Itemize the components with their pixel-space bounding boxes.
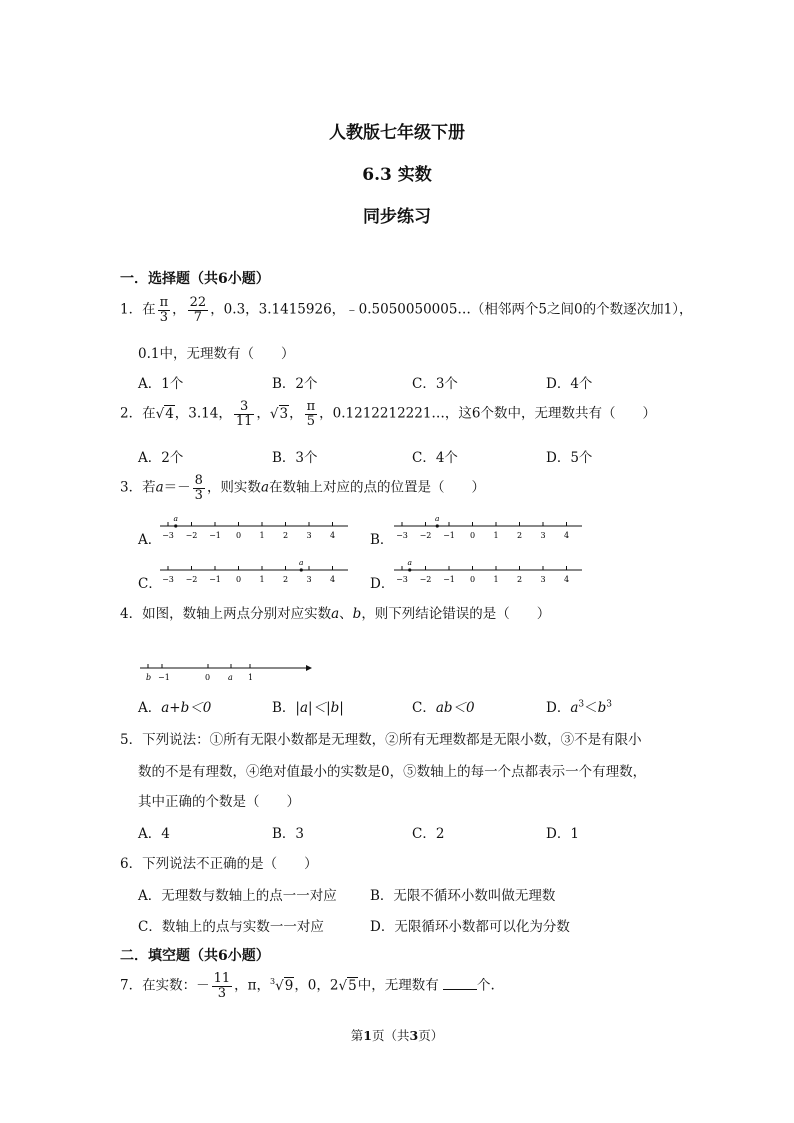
q4-option-d: D．$a^3<b^3$	[546, 699, 613, 716]
tick-label: −1	[209, 531, 221, 540]
tick-label: 1	[493, 531, 499, 540]
tick-label: −3	[162, 575, 174, 584]
q6-line1: 6．下列说法不正确的是（ ）	[120, 856, 318, 872]
tick-label: 0	[235, 575, 242, 584]
tick-label: 3	[540, 575, 546, 584]
q1-option-d: D．4个	[546, 376, 593, 392]
q2-line1: 2．在√4，3.14， $\frac{3}{11}$ ，√3， $\frac{\pi}{5}$ ，0.1212212221…，这6个数中，无理数共有（ ）	[120, 399, 657, 429]
q3-numberline-a	[158, 514, 348, 546]
point-a-label: a	[435, 514, 440, 523]
tick-label: −2	[185, 531, 198, 540]
q4-label-0: 0	[205, 673, 211, 682]
q4-label-a: a	[228, 673, 233, 682]
tick-label: −2	[419, 531, 432, 540]
section2-heading: 二．填空题（共6小题）	[120, 948, 270, 964]
tick-label: 2	[516, 531, 523, 540]
q3-option-c: C．	[138, 576, 162, 592]
q7-cbrt: √9	[275, 977, 294, 994]
q4-numberline	[138, 658, 318, 684]
q6-option-a: A．无理数与数轴上的点一一对应	[138, 888, 337, 904]
q4-option-b: B．|a|＜|b|	[272, 700, 344, 716]
q5-line1: 5．下列说法：①所有无限小数都是无理数，②所有无理数都是无限小数，③不是有限小	[120, 732, 642, 748]
q3-option-a: A．	[138, 532, 162, 548]
q6-option-c: C．数轴上的点与实数一一对应	[138, 919, 324, 935]
q4-label-1: 1	[248, 673, 254, 682]
page-footer: 第1页（共3页）	[350, 1028, 444, 1043]
q4-option-c: C．ab＜0	[412, 700, 475, 716]
q3-numberline-c	[158, 558, 348, 590]
q3-numberline-b	[392, 514, 582, 546]
tick-label: 2	[282, 575, 289, 584]
q2-option-c: C．4个	[412, 450, 458, 466]
point-a	[436, 524, 439, 527]
q5-line2: 数的不是有理数，④绝对值最小的实数是0，⑤数轴上的每一个点都表示一个有理数，	[138, 764, 647, 780]
point-a	[408, 568, 411, 571]
q1-frac2: $\frac{22}{7}$	[189, 295, 207, 325]
q5-option-b: B．3	[272, 826, 305, 842]
q3-frac: $\frac{8}{3}$	[194, 473, 203, 503]
q1-line2: 0.1中，无理数有（ ）	[138, 346, 295, 362]
q7-sqrt: √5	[338, 977, 357, 994]
q5-line3: 其中正确的个数是（ ）	[138, 794, 300, 810]
tick-label: 4	[563, 575, 570, 584]
q7-line1: 7．在实数：－ $\frac{11}{3}$ ，π，$^3$√9，0，2√5中，无理数有 个.	[120, 971, 495, 1001]
tick-label: 4	[329, 531, 336, 540]
q3-numberline-d	[392, 558, 582, 590]
q5-option-a: A．4	[138, 826, 170, 842]
q2-option-d: D．5个	[546, 450, 593, 466]
tick-label: 0	[469, 531, 476, 540]
q2-sqrt2: √3	[269, 405, 289, 422]
subtitle: 同步练习	[363, 207, 431, 227]
q6-option-d: D．无限循环小数都可以化为分数	[370, 919, 570, 935]
q3-line1: 3．若a＝－ $\frac{8}{3}$ ，则实数a在数轴上对应的点的位置是（ ）	[120, 473, 485, 503]
q2-option-b: B．3个	[272, 450, 318, 466]
q5-option-c: C．2	[412, 826, 445, 842]
q4-option-a: A．a+b＜0	[138, 700, 212, 716]
tick-label: −3	[396, 575, 408, 584]
tick-label: 4	[329, 575, 336, 584]
q1-option-b: B．2个	[272, 376, 318, 392]
section1-heading: 一．选择题（共6小题）	[120, 271, 270, 287]
tick-label: 4	[563, 531, 570, 540]
point-a-label: a	[407, 558, 412, 567]
section-title: 6.3 实数	[362, 165, 432, 185]
tick-label: −1	[443, 575, 455, 584]
q2-frac1: $\frac{3}{11}$	[235, 399, 253, 429]
q3-option-b: B．	[370, 532, 394, 548]
q6-option-b: B．无限不循环小数叫做无理数	[370, 888, 556, 904]
q3-option-d: D．	[370, 576, 395, 592]
q1-frac1: $\frac{\pi}{3}$	[159, 295, 169, 325]
point-a-label: a	[173, 514, 178, 523]
q2-option-a: A．2个	[138, 450, 184, 466]
q2-sqrt1: √4	[155, 405, 174, 422]
tick-label: 2	[516, 575, 523, 584]
q4-label-minus1: −1	[158, 673, 170, 682]
q1-option-c: C．3个	[412, 376, 458, 392]
q4-label-b: b	[146, 673, 152, 682]
q1-line1: 1．在 $\frac{\pi}{3}$ ， $\frac{22}{7}$ ，0.3，3.1415926，﹣0.5050050005…（相邻两个5之间0的个数逐次加1），	[120, 295, 693, 325]
tick-label: −3	[162, 531, 174, 540]
tick-label: −3	[396, 531, 408, 540]
tick-label: 1	[493, 575, 499, 584]
tick-label: 0	[469, 575, 476, 584]
tick-label: 3	[540, 531, 546, 540]
q2-frac2: $\frac{\pi}{5}$	[306, 399, 316, 429]
q4-line1: 4．如图，数轴上两点分别对应实数a、b，则下列结论错误的是（ ）	[120, 606, 551, 622]
tick-label: 3	[306, 531, 312, 540]
document-title: 人教版七年级下册	[329, 123, 465, 143]
tick-label: −2	[185, 575, 198, 584]
tick-label: −2	[419, 575, 432, 584]
tick-label: 0	[235, 531, 242, 540]
q5-option-d: D．1	[546, 826, 579, 842]
q7-frac: $\frac{11}{3}$	[213, 971, 231, 1001]
point-a	[300, 568, 303, 571]
tick-label: 1	[259, 531, 265, 540]
tick-label: −1	[443, 531, 455, 540]
tick-label: 2	[282, 531, 289, 540]
point-a	[174, 524, 177, 527]
q1-option-a: A．1个	[138, 376, 184, 392]
tick-label: 1	[259, 575, 265, 584]
tick-label: −1	[209, 575, 221, 584]
tick-label: 3	[306, 575, 312, 584]
point-a-label: a	[299, 558, 304, 567]
q7-answer-blank	[443, 977, 477, 990]
